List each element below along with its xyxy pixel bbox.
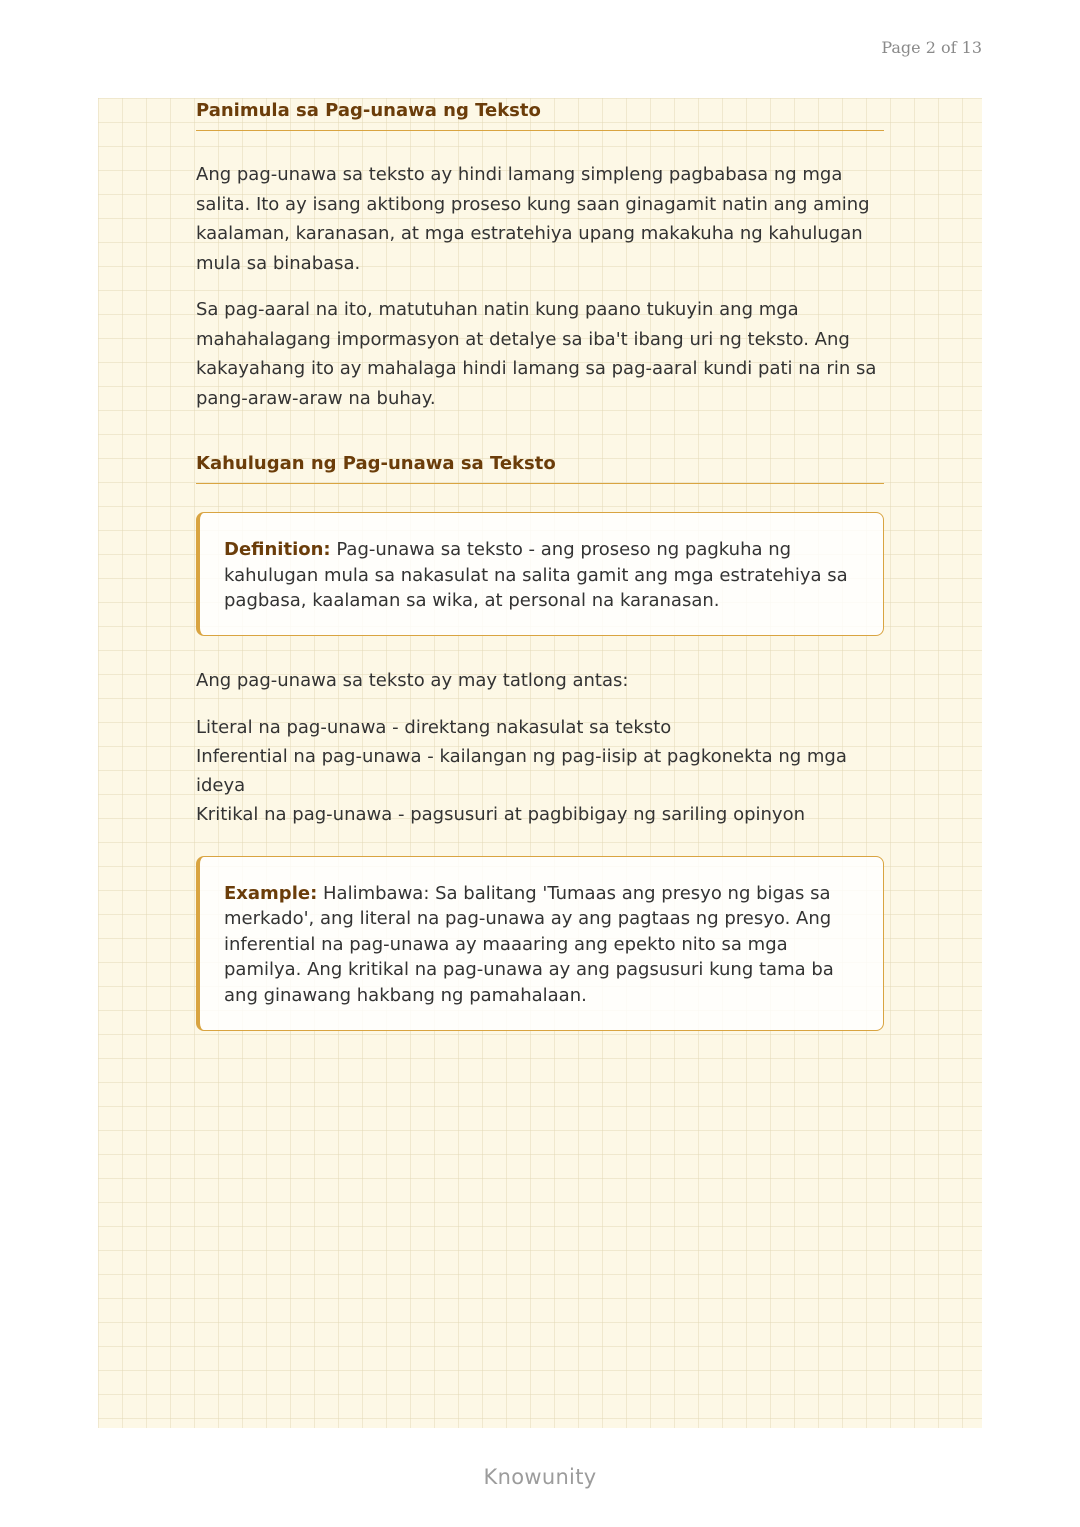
definition-text: Pag-unawa sa teksto - ang proseso ng pagkuha ng kahulugan mula sa nakasulat na salita gamit ang mga estratehiya sa pagbasa, kaalaman sa wika, at personal na karanasan. bbox=[224, 539, 848, 611]
example-label: Example: bbox=[224, 882, 318, 904]
definition-label: Definition: bbox=[224, 539, 331, 560]
levels-intro: Ang pag-unawa sa teksto ay may tatlong antas: bbox=[196, 670, 629, 691]
section-heading-introduction: Panimula sa Pag-unawa ng Teksto bbox=[196, 98, 884, 131]
footer-brand: Knowunity bbox=[483, 1465, 597, 1489]
list-item: Kritikal na pag-unawa - pagsusuri at pagbibigay ng sariling opinyon bbox=[196, 803, 805, 825]
section-heading-meaning: Kahulugan ng Pag-unawa sa Teksto bbox=[196, 451, 884, 484]
example-box bbox=[196, 856, 884, 1031]
intro-paragraph-1: Ang pag-unawa sa teksto ay hindi lamang simpleng pagbabasa ng mga salita. Ito ay isang aktibong proseso kung saan ginagamit natin ang aming kaalaman, karanasan, at mga estratehiya upang makakuha ng kahulugan mula sa binabasa. bbox=[196, 164, 870, 274]
example-text: Halimbawa: Sa balitang 'Tumaas ang presyo ng bigas sa merkado', ang literal na pag-unawa ay ang pagtaas ng presyo. Ang inferential na pag-unawa ay maaaring ang epekto nito sa mga pamilya. Ang kritikal na pag-unawa ay ang pagsusuri kung tama ba ang ginawang hakbang ng pamahalaan. bbox=[224, 882, 834, 1006]
definition-box bbox=[196, 512, 884, 636]
page-number: Page 2 of 13 bbox=[881, 38, 982, 57]
list-item: Inferential na pag-unawa - kailangan ng pag-iisip at pagkonekta ng mga ideya bbox=[196, 745, 847, 796]
page-content bbox=[196, 98, 884, 1031]
levels-list bbox=[196, 713, 884, 829]
intro-paragraph-2: Sa pag-aaral na ito, matutuhan natin kung paano tukuyin ang mga mahahalagang impormasyon at detalye sa iba't ibang uri ng teksto. Ang kakayahang ito ay mahalaga hindi lamang sa pag-aaral kundi pati na rin sa pang-araw-araw na buhay. bbox=[196, 299, 877, 409]
list-item: Literal na pag-unawa - direktang nakasulat sa teksto bbox=[196, 716, 672, 738]
